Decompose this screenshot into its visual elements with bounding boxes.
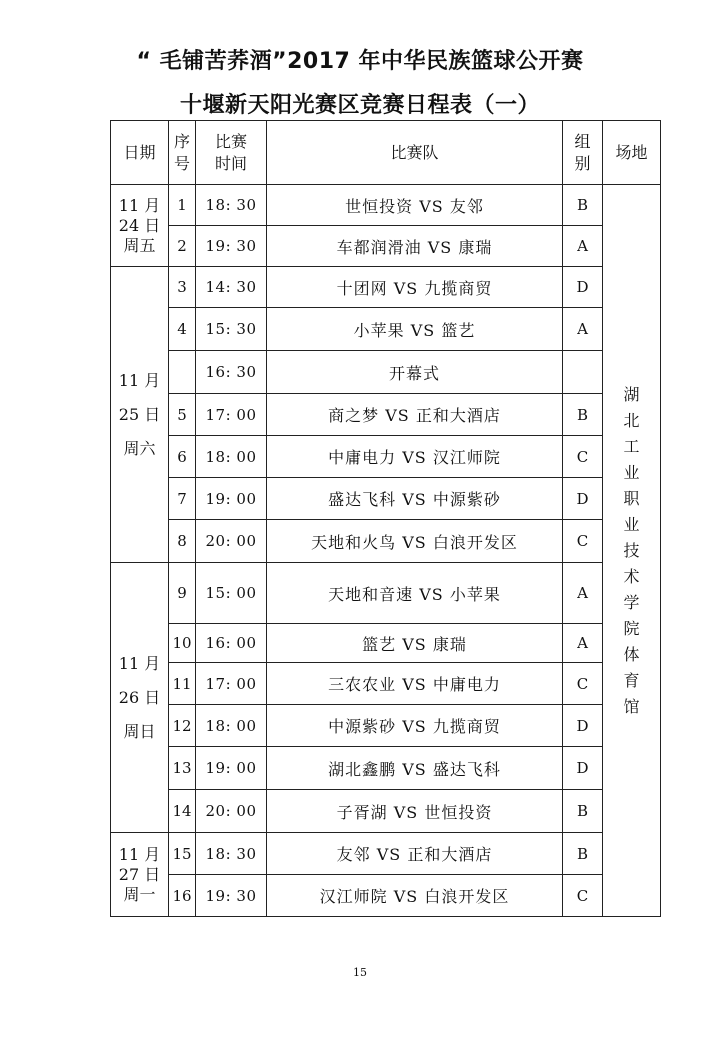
- table-row: [111, 520, 661, 563]
- group-cell: C: [563, 436, 603, 478]
- time-cell: 18: 00: [196, 436, 267, 478]
- venue-cell: [603, 185, 661, 917]
- time-cell: 17: 00: [196, 394, 267, 436]
- venue-char: 业: [623, 462, 640, 482]
- teams-cell: 盛达飞科 VS 中源紫砂: [267, 478, 563, 520]
- teams-cell: 中庸电力 VS 汉江师院: [267, 436, 563, 478]
- group-cell: D: [563, 705, 603, 747]
- venue-char: 北: [623, 410, 640, 430]
- seq-cell: 2: [169, 226, 196, 267]
- venue-char: 湖: [623, 384, 640, 404]
- header-seq: 序 号: [169, 121, 196, 185]
- table-row: [111, 308, 661, 351]
- time-cell: 19: 30: [196, 875, 267, 917]
- venue-char: 技: [623, 540, 640, 560]
- table-header-row: [111, 121, 661, 185]
- group-cell: B: [563, 833, 603, 875]
- table-row: [111, 790, 661, 833]
- group-cell: C: [563, 875, 603, 917]
- teams-cell: 篮艺 VS 康瑞: [267, 624, 563, 663]
- venue-char: 馆: [623, 696, 640, 716]
- time-cell: 18: 00: [196, 705, 267, 747]
- seq-cell: 15: [169, 833, 196, 875]
- time-cell: 14: 30: [196, 267, 267, 308]
- date-cell-day3: 11 月 26 日 周日: [111, 563, 169, 833]
- table-row: [111, 478, 661, 520]
- group-cell: D: [563, 478, 603, 520]
- seq-cell: 7: [169, 478, 196, 520]
- venue-char: 术: [623, 566, 640, 586]
- time-cell: 20: 00: [196, 790, 267, 833]
- time-cell: 19: 00: [196, 478, 267, 520]
- time-cell: 16: 30: [196, 351, 267, 394]
- title-line-2: 十堰新天阳光赛区竞赛日程表（一）: [179, 93, 540, 118]
- date-cell-day2: 11 月 25 日 周六: [111, 267, 169, 563]
- time-cell: 15: 00: [196, 563, 267, 624]
- teams-cell: 天地和火鸟 VS 白浪开发区: [267, 520, 563, 563]
- teams-cell: 小苹果 VS 篮艺: [267, 308, 563, 351]
- teams-cell: 汉江师院 VS 白浪开发区: [267, 875, 563, 917]
- header-group: 组 别: [563, 121, 603, 185]
- table-row: [111, 833, 661, 875]
- venue-char: 业: [623, 514, 640, 534]
- teams-cell: 中源紫砂 VS 九揽商贸: [267, 705, 563, 747]
- group-cell: D: [563, 267, 603, 308]
- teams-cell: 十团网 VS 九揽商贸: [267, 267, 563, 308]
- venue-char: 职: [623, 488, 640, 508]
- venue-char: 学: [623, 592, 640, 612]
- teams-cell: 友邻 VS 正和大酒店: [267, 833, 563, 875]
- table-row: [111, 351, 661, 394]
- teams-cell: 三农农业 VS 中庸电力: [267, 663, 563, 705]
- teams-cell: 开幕式: [267, 351, 563, 394]
- time-cell: 17: 00: [196, 663, 267, 705]
- time-cell: 15: 30: [196, 308, 267, 351]
- header-time: 比赛 时间: [196, 121, 267, 185]
- table-row: [111, 875, 661, 917]
- time-cell: 18: 30: [196, 833, 267, 875]
- seq-cell: 1: [169, 185, 196, 226]
- group-cell: D: [563, 747, 603, 790]
- seq-cell: 5: [169, 394, 196, 436]
- venue-char: 院: [623, 618, 640, 638]
- seq-cell: 11: [169, 663, 196, 705]
- venue-char: 工: [623, 436, 640, 456]
- seq-cell: 3: [169, 267, 196, 308]
- table-row: [111, 747, 661, 790]
- group-cell: A: [563, 624, 603, 663]
- teams-cell: 商之梦 VS 正和大酒店: [267, 394, 563, 436]
- teams-cell: 子胥湖 VS 世恒投资: [267, 790, 563, 833]
- table-row: [111, 185, 661, 226]
- seq-cell: 10: [169, 624, 196, 663]
- group-cell: C: [563, 520, 603, 563]
- seq-cell: 4: [169, 308, 196, 351]
- title-line-1: “ 毛铺苦荞酒”2017 年中华民族篮球公开赛: [136, 49, 584, 74]
- table-row: [111, 663, 661, 705]
- seq-cell: 16: [169, 875, 196, 917]
- group-cell: B: [563, 790, 603, 833]
- seq-cell: [169, 351, 196, 394]
- table-row: [111, 267, 661, 308]
- header-teams: 比赛队: [267, 121, 563, 185]
- table-row: [111, 624, 661, 663]
- time-cell: 20: 00: [196, 520, 267, 563]
- seq-cell: 9: [169, 563, 196, 624]
- group-cell: B: [563, 185, 603, 226]
- teams-cell: 天地和音速 VS 小苹果: [267, 563, 563, 624]
- group-cell: B: [563, 394, 603, 436]
- group-cell: A: [563, 226, 603, 267]
- table-row: [111, 394, 661, 436]
- group-cell: [563, 351, 603, 394]
- date-cell-day4: 11 月 27 日 周一: [111, 833, 169, 917]
- table-row: [111, 226, 661, 267]
- seq-cell: 6: [169, 436, 196, 478]
- seq-cell: 12: [169, 705, 196, 747]
- group-cell: A: [563, 563, 603, 624]
- venue-char: 育: [623, 670, 640, 690]
- seq-cell: 8: [169, 520, 196, 563]
- page-number: 15: [353, 966, 367, 979]
- table-row: [111, 563, 661, 624]
- group-cell: C: [563, 663, 603, 705]
- table-row: [111, 436, 661, 478]
- schedule-table: [110, 120, 661, 917]
- seq-cell: 13: [169, 747, 196, 790]
- group-cell: A: [563, 308, 603, 351]
- time-cell: 18: 30: [196, 185, 267, 226]
- seq-cell: 14: [169, 790, 196, 833]
- venue-char: 体: [623, 644, 640, 664]
- table-row: [111, 705, 661, 747]
- header-date: 日期: [111, 121, 169, 185]
- header-venue: 场地: [603, 121, 661, 185]
- teams-cell: 世恒投资 VS 友邻: [267, 185, 563, 226]
- time-cell: 19: 00: [196, 747, 267, 790]
- date-cell-day1: 11 月 24 日 周五: [111, 185, 169, 267]
- time-cell: 16: 00: [196, 624, 267, 663]
- teams-cell: 车都润滑油 VS 康瑞: [267, 226, 563, 267]
- time-cell: 19: 30: [196, 226, 267, 267]
- teams-cell: 湖北鑫鹏 VS 盛达飞科: [267, 747, 563, 790]
